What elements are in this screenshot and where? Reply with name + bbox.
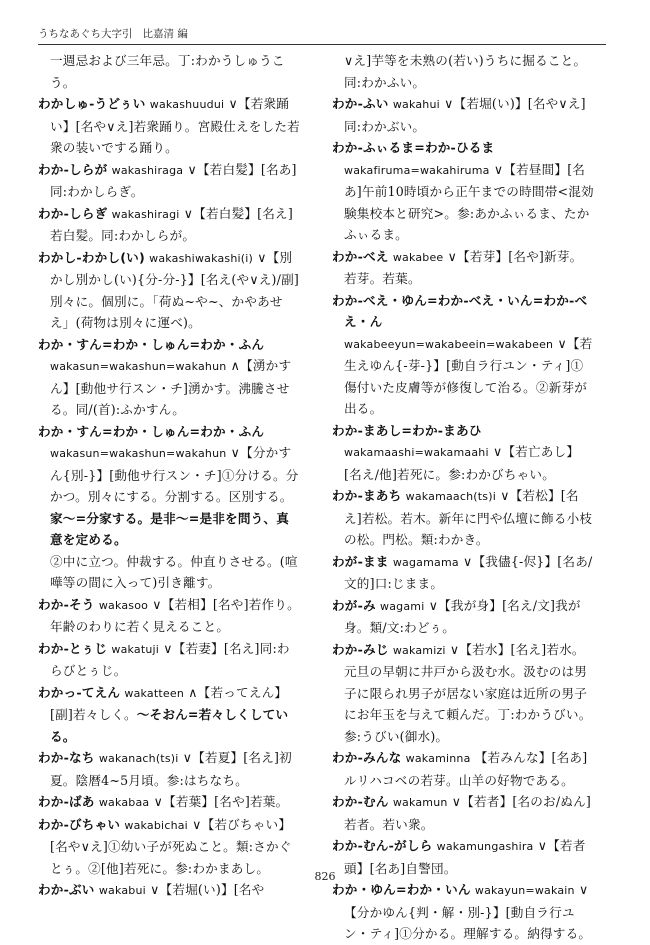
dictionary-entry — [38, 93, 300, 159]
entry-definition: ∨え]芋等を未熟の(若い)うちに掘ること。同:わかふい。 — [344, 53, 587, 90]
dictionary-entry — [332, 290, 594, 420]
entry-definition: ∨【若亡あし】[名え/他]若死に。参:わかびちゃい。 — [344, 444, 580, 482]
entry-romanization: wakasun=wakashun=wakahun — [50, 447, 227, 460]
dictionary-entry — [38, 203, 300, 247]
right-column — [332, 50, 594, 945]
entry-headword: わか-ふぃるま=わか-ひるま — [332, 140, 495, 155]
entry-headword: わか-びちゃい — [38, 816, 121, 832]
entry-definition: ∨【若昼間】[名あ]午前10時頃から正午までの時間帯<混効験集校本と研究>。参:あかふぃるま、たかふぃるま。 — [344, 161, 594, 242]
dictionary-entry — [332, 420, 594, 486]
entry-definition: ∨【若者頭】[名あ]自警団。 — [344, 838, 586, 876]
entry-headword: わか-とぅじ — [38, 640, 108, 656]
entry-romanization: wakahui — [392, 98, 440, 111]
entry-definition: 【若みんな】[名あ]ルリハコベの若芽。山羊の好物である。 — [344, 750, 588, 788]
entry-headword: わかし-わかし(い) — [38, 249, 145, 265]
entry-romanization: wakamungashira — [436, 840, 534, 853]
entry-definition: ∨【若者】[名のお/ぬん]若者。若い衆。 — [344, 794, 591, 832]
entry-definition: ∨【若堀(い)】[名や — [150, 882, 265, 897]
dictionary-entry — [332, 137, 594, 246]
entry-definition: ∨【若びちゃい】[名や∨え]①幼い子が死ぬこと。類:さかぐとぅ。②[他]若死に。参:わかまあし。 — [50, 816, 292, 876]
page-number: 826 — [314, 870, 336, 883]
entry-headword: わが-み — [332, 597, 376, 613]
entry-headword: わか-なち — [38, 750, 95, 765]
entry-example: 家〜=分家する。是非〜=是非を問う、真意を定める。 — [50, 510, 289, 547]
dictionary-entry — [332, 93, 594, 137]
entry-romanization: wagamama — [392, 555, 459, 569]
entry-headword: わか・ゆん=わか・いん — [332, 882, 471, 897]
entry-definition: ∨【若妻】[名え]同:わらびとぅじ。 — [50, 640, 290, 678]
entry-romanization: wakatuji — [111, 642, 160, 656]
dictionary-entry — [38, 747, 300, 791]
dictionary-entry — [332, 551, 594, 595]
entry-romanization: wakabaa — [98, 796, 150, 809]
entry-romanization: wakabichai — [124, 818, 188, 832]
entry-headword: わか-ふい — [332, 96, 389, 111]
entry-romanization: wakaminna — [405, 752, 471, 765]
entry-headword: わか-ばあ — [38, 794, 95, 809]
dictionary-entry — [332, 595, 594, 639]
entry-definition: ∨【分かすん{別-}】[動他サ行スン・チ]①分ける。分かつ。別々にする。分割する。区別する。 — [50, 445, 299, 504]
entry-romanization: wakasoo — [98, 598, 149, 612]
entry-definition: ∧【湧かすん】[動他サ行スン・チ]湧かす。沸騰させる。同/(首):ふかすん。 — [50, 358, 292, 417]
dictionary-entry — [332, 639, 594, 748]
entry-definition: ∨【若水】[名え]若水。元旦の早朝に井戸から汲む水。汲むのは男子に限られ男子が居ない家庭は近所の男子にお年玉を与えて頼んだ。丁:わかうびい。参:うびい(御水)。 — [344, 641, 592, 744]
dictionary-entry — [38, 421, 300, 551]
entry-romanization: wakamun — [392, 796, 448, 809]
entry-headword: わか-ぶい — [38, 882, 95, 897]
entry-romanization: wakayun=wakain — [474, 884, 575, 897]
entry-definition: ∨【若白髪】[名あ]同:わかしらぎ。 — [50, 161, 297, 199]
dictionary-entry — [38, 50, 300, 93]
entry-definition: ∨【若生えゆん{-芽-}】[動自ラ行ユン・ティ]①傷付いた皮膚等が修復して治る。②新芽が出る。 — [344, 335, 593, 416]
entry-headword: わか-まあし=わか-まあひ — [332, 422, 482, 438]
entry-definition: ∨【若夏】[名え]初夏。陰暦4~5月頃。参:はちなち。 — [50, 750, 292, 788]
entry-definition: ∨【別かし別かし(い){分-分-}】[名え(や∨え)/副]別々に。個別に。「荷ぬ~や~、かやあせえ」(荷物は別々に運べ)。 — [50, 249, 299, 330]
dictionary-entry — [332, 50, 594, 93]
entry-headword: わか-しらぎ — [38, 205, 108, 221]
entry-headword: わかしゅ-うどぅい — [38, 96, 146, 111]
entry-romanization: wakabui — [98, 884, 146, 897]
entry-romanization: wakabeeyun=wakabeein=wakabeen — [344, 337, 554, 351]
page-header — [38, 26, 606, 45]
entry-example: 〜そおん=若々しくしている。 — [50, 707, 289, 744]
dictionary-entry — [38, 159, 300, 203]
entry-headword: わか-しらが — [38, 161, 108, 177]
entry-headword: わか-むん-がしら — [332, 838, 433, 853]
book-author: 比嘉清 編 — [142, 28, 188, 40]
dictionary-entry — [332, 791, 594, 835]
dictionary-entry — [332, 747, 594, 791]
dictionary-entry — [38, 334, 300, 421]
entry-definition: ∨【我儘{-侭}】[名あ/文的]口:じまま。 — [344, 553, 593, 591]
entry-romanization: wakatteen — [124, 686, 185, 700]
entry-definition: ∨【我が身】[名え/文]我が身。類/文:わどぅ。 — [344, 597, 581, 635]
entry-definition: ②中に立つ。仲裁する。仲直りさせる。(喧嘩等の間に入って)引き離す。 — [50, 553, 298, 590]
entry-headword: わか-べえ — [332, 248, 389, 264]
dictionary-entry — [332, 879, 594, 945]
entry-definition: ∨【分かゆん{判・解・別-}】[動自ラ行ユン・ティ]①分かる。理解する。納得する。 — [344, 882, 592, 941]
entry-headword: わか-みじ — [332, 641, 389, 657]
entry-romanization: wakashuudui — [149, 98, 225, 111]
entry-headword: わか-みんな — [332, 750, 402, 765]
entry-romanization: wakamaashi=wakamaahi — [344, 446, 489, 459]
book-title: うちなあぐち大字引 — [38, 28, 133, 40]
dictionary-entry — [38, 247, 300, 334]
entry-headword: わか・すん=わか・しゅん=わか・ふん — [38, 423, 265, 439]
entry-romanization: wakafiruma=wakahiruma — [344, 163, 490, 177]
entry-romanization: wakashiwakashi(i) — [149, 251, 253, 265]
entry-headword: わか・すん=わか・しゅん=わか・ふん — [38, 336, 265, 352]
entry-definition: ∨【若葉】[名や]若葉。 — [153, 794, 289, 809]
entry-definition: 一週忌および三年忌。丁:わかうしゅうこう。 — [50, 53, 285, 90]
entry-headword: わが-まま — [332, 553, 389, 569]
entry-definition: ∧【若ってえん】[副]若々しく。 — [50, 684, 288, 722]
entry-romanization: wakashiraga — [111, 163, 184, 177]
entry-romanization: wakanach(ts)i — [98, 752, 179, 765]
entry-romanization: wakasun=wakashun=wakahun — [50, 360, 227, 373]
entry-headword: わか-むん — [332, 794, 389, 809]
entry-headword: わか-まあち — [332, 488, 402, 503]
entry-definition: ∨【若堀(い)】[名や∨え]同:わかぶい。 — [344, 96, 586, 134]
entry-definition: ∨【若相】[名や]若作り。年齢のわりに若く見えること。 — [50, 596, 300, 634]
dictionary-entry — [38, 551, 300, 594]
dictionary-entry — [38, 791, 300, 814]
entry-romanization: wakamaach(ts)i — [405, 490, 496, 503]
entry-romanization: wakabee — [392, 250, 444, 264]
entry-romanization: wagami — [380, 599, 425, 613]
dictionary-entry — [332, 485, 594, 551]
entry-headword: わかっ-てえん — [38, 684, 121, 700]
entry-definition: ∨【若芽】[名や]新芽。若芽。若葉。 — [344, 248, 583, 286]
entry-headword: わか-そう — [38, 596, 95, 612]
entry-romanization: wakamizi — [392, 643, 446, 657]
left-column — [38, 50, 300, 902]
dictionary-entry — [332, 246, 594, 290]
dictionary-entry — [38, 638, 300, 682]
entry-definition: ∨【若白髪】[名え]若白髪。同:わかしらが。 — [50, 205, 293, 243]
entry-romanization: wakashiragi — [111, 207, 180, 221]
dictionary-entry — [38, 594, 300, 638]
entry-definition: ∨【若衆踊い】[名や∨え]若衆踊り。宮殿仕えをした若衆の装いでする踊り。 — [50, 96, 300, 155]
entry-definition: ∨【若松】[名え]若松。若木。新年に門や仏壇に飾る小枝の松。門松。類:わかき。 — [344, 488, 593, 547]
dictionary-entry — [38, 682, 300, 748]
entry-headword: わか-べえ・ゆん=わか-べえ・いん=わか-べえ・ん — [332, 292, 588, 329]
